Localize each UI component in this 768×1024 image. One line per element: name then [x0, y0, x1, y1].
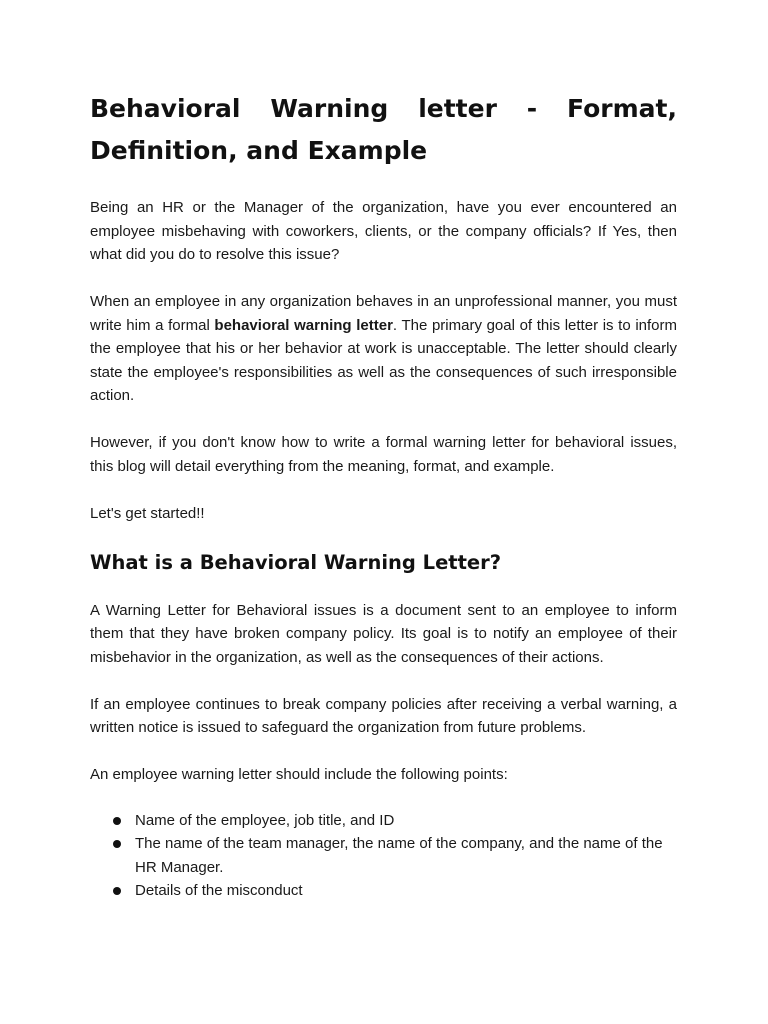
list-item-text: Name of the employee, job title, and ID: [135, 811, 395, 829]
section-paragraph-1: A Warning Letter for Behavioral issues is a document sent to an employee to inform them that they have broken company policy. Its goal is to notify an employee of their misbehavior in the organization, as well as the consequences of their actions.: [90, 601, 677, 666]
document-page: [90, 88, 677, 903]
bullet-icon: [113, 887, 121, 895]
list-item-text: The name of the team manager, the name of the company, and the name of the HR Manager.: [135, 835, 663, 876]
bold-term: behavioral warning letter: [214, 316, 393, 334]
paragraph-text-start: When an employee in any organization behaves in an unprofessional manner, you must write him a formal: [90, 293, 677, 334]
definition-paragraph: [90, 290, 677, 408]
paragraph-text-end: . The primary goal of this letter is to inform the employee that his or her behavior at work is unacceptable. The letter should clearly state the employee's responsibilities as well as the consequences of such irresponsible action.: [90, 316, 677, 404]
list-item: [135, 879, 677, 903]
list-item: [135, 809, 677, 833]
section-paragraph-2: If an employee continues to break company policies after receiving a verbal warning, a written notice is issued to safeguard the organization from future problems.: [90, 695, 677, 736]
intro-paragraph: Being an HR or the Manager of the organization, have you ever encountered an employee misbehaving with coworkers, clients, or the company officials? If Yes, then what did you do to resolve this issue?: [90, 199, 677, 263]
section-heading: What is a Behavioral Warning Letter?: [90, 550, 502, 574]
guidance-paragraph: However, if you don't know how to write a formal warning letter for behavioral issues, this blog will detail everything from the meaning, format, and example.: [90, 434, 677, 475]
start-line: Let's get started!!: [90, 504, 205, 522]
document-title: Behavioral Warning letter - Format, Definition, and Example: [90, 94, 677, 165]
bullet-icon: [113, 817, 121, 825]
list-intro: An employee warning letter should include the following points:: [90, 766, 508, 783]
list-item: [135, 832, 677, 879]
points-list: [90, 809, 677, 903]
bullet-icon: [113, 840, 121, 848]
list-item-text: Details of the misconduct: [135, 882, 303, 899]
